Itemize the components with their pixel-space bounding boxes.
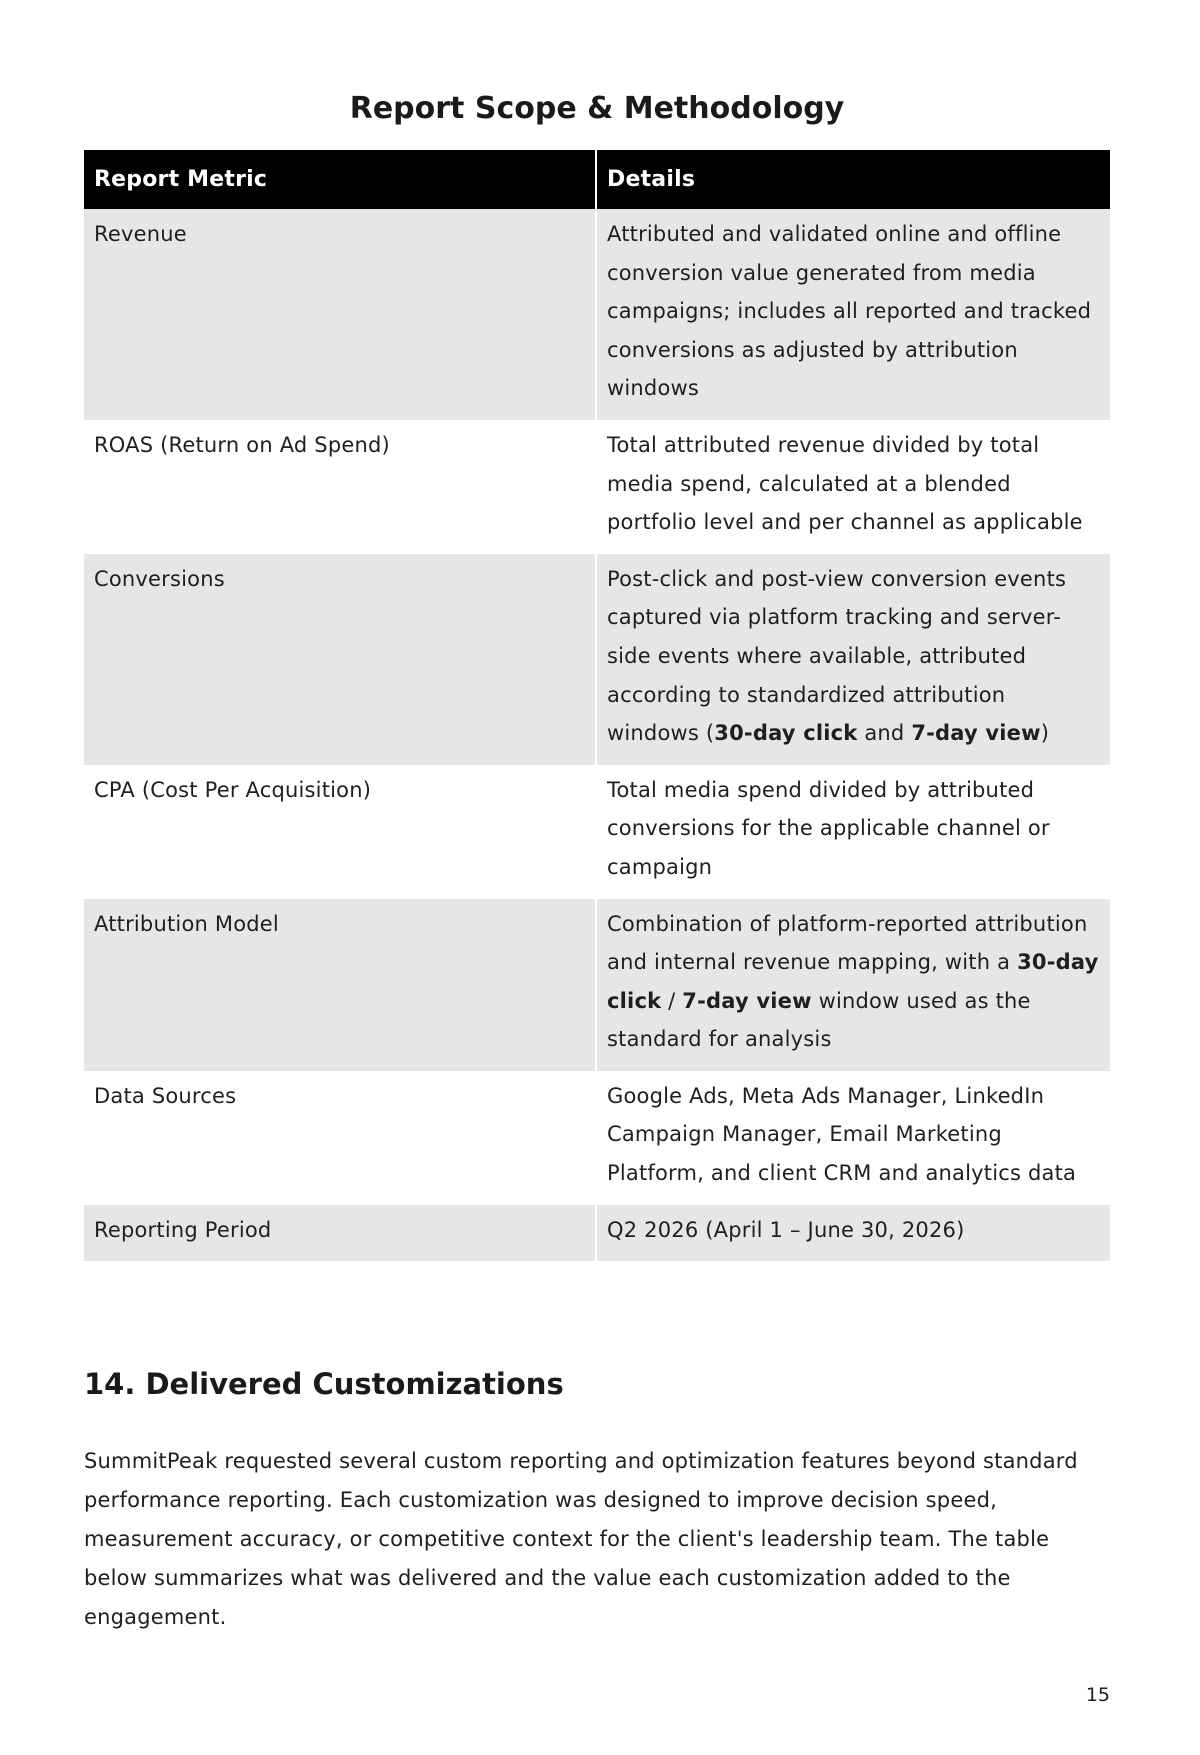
details-text: [607, 1211, 1100, 1250]
table-row: [84, 554, 1110, 765]
details-emphasis: 7-day view: [682, 988, 812, 1013]
page-number: 15: [1085, 1684, 1110, 1706]
metric-cell: [84, 209, 596, 420]
table-title: Report Scope & Methodology: [349, 91, 845, 126]
details-cell: [596, 899, 1110, 1071]
details-segment: Total media spend divided by attributed conversions for the applicable channel or campaign: [607, 777, 1050, 879]
metric-cell: [84, 1205, 596, 1262]
metric-name: Data Sources: [94, 1083, 237, 1108]
metric-name: Conversions: [94, 566, 225, 591]
details-cell: [596, 765, 1110, 899]
details-text: [607, 905, 1100, 1059]
details-cell: [596, 209, 1110, 420]
table-row: [84, 1071, 1110, 1205]
details-segment: Total attributed revenue divided by total media spend, calculated at a blended portfolio level and per channel as applicable: [607, 432, 1083, 535]
details-cell: [596, 554, 1110, 765]
metric-name: Revenue: [94, 222, 187, 246]
table-row: [84, 209, 1110, 420]
column-header-details: Details: [596, 150, 1110, 209]
metric-name: Attribution Model: [94, 911, 279, 936]
section-body-paragraph: SummitPeak requested several custom reporting and optimization features beyond standard performance reporting. Each customization was designed to improve decision speed, measurement accuracy, or competitive context for the client's leadership team. The table below summarizes what was delivered and the value each customization added to the engagement.: [84, 1449, 1078, 1629]
details-cell: [596, 1205, 1110, 1262]
details-emphasis: 7-day view: [911, 721, 1041, 746]
details-segment: ): [1040, 721, 1050, 746]
details-cell: [596, 1071, 1110, 1205]
details-text: [607, 560, 1100, 753]
table-row: [84, 899, 1110, 1071]
details-segment: and: [857, 721, 912, 746]
metric-cell: [84, 765, 596, 899]
details-segment: /: [661, 988, 683, 1013]
details-emphasis: 30-day click: [714, 721, 858, 746]
table-header-row: [84, 150, 1110, 209]
table-row: [84, 420, 1110, 554]
metric-name: Reporting Period: [94, 1217, 272, 1242]
metric-cell: [84, 420, 596, 554]
report-scope-table: [84, 150, 1110, 1261]
details-segment: Google Ads, Meta Ads Manager, LinkedIn Campaign Manager, Email Marketing Platform, and client CRM and analytics data: [607, 1083, 1077, 1186]
table-row: [84, 1205, 1110, 1262]
metric-cell: [84, 554, 596, 765]
section-heading: 14. Delivered Customizations: [84, 1367, 564, 1401]
column-header-metric: Report Metric: [84, 150, 596, 209]
table-row: [84, 765, 1110, 899]
details-segment: window used as the standard for analysis: [607, 988, 1031, 1052]
metric-name: CPA (Cost Per Acquisition): [94, 777, 372, 802]
details-segment: Attributed and validated online and offline conversion value generated from media campaigns; includes all reported and tracked conversions as adjusted by attribution windows: [607, 222, 1092, 401]
details-segment: Combination of platform-reported attribution and internal revenue mapping, with a: [607, 911, 1088, 975]
details-text: [607, 1077, 1100, 1193]
details-segment: Post-click and post-view conversion events captured via platform tracking and server-side events where available, attributed according to standardized attribution windows (: [607, 566, 1067, 746]
details-text: [607, 771, 1100, 887]
details-text: [607, 426, 1100, 542]
metric-cell: [84, 899, 596, 1071]
table-body: [84, 209, 1110, 1261]
details-cell: [596, 420, 1110, 554]
details-segment: Q2 2026 (April 1 – June 30, 2026): [607, 1217, 965, 1242]
details-text: [607, 215, 1100, 408]
metric-cell: [84, 1071, 596, 1205]
details-emphasis: 30-day click: [607, 950, 1099, 1013]
metric-name: ROAS (Return on Ad Spend): [94, 432, 390, 457]
